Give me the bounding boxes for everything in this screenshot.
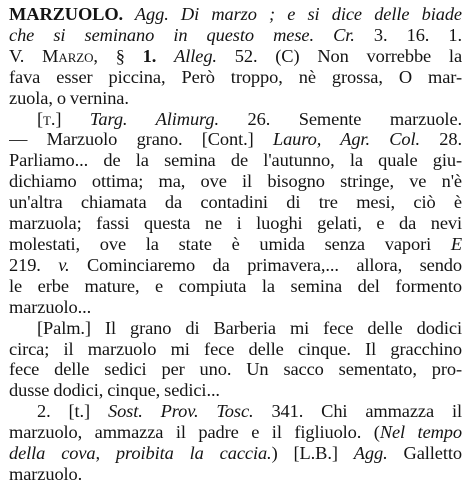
citation-source: Targ. Alimurg. [89,108,220,129]
text-run: Parliamo... de la semina de l'autunno, la quale giu- [9,150,462,171]
definition-text: Agg. Di marzo ; e si dice delle biade [123,4,462,24]
text-run: — Marzuolo grano. [Cont.] [9,129,273,150]
entry-line-21 [9,422,462,443]
text-run: ) [L.B.] [271,443,354,464]
headword: MARZUOLO. [9,4,124,24]
entry-line-18 [9,359,462,380]
cross-reference: Marzo [42,45,94,66]
text-run: un'altra chiamata da contadini di tre mesi, ciò è [9,192,462,213]
source-tag: [t.] [37,108,90,129]
citation-source: Alleg. [174,45,217,66]
text-run: V. [9,45,43,66]
entry-line-11 [9,213,462,234]
text-run: , § [93,45,143,66]
citation-source: Lauro, Agr. Col. [272,129,421,150]
entry-line-7 [9,129,462,150]
text-run: 52. (C) Non vorrebbe la [216,45,462,66]
citation-ref: 3. 16. 1. [354,24,462,45]
entry-line-15 [9,297,462,318]
text-run: [Palm.] Il grano di Barberia mi fece delle dodici [37,317,462,338]
entry-line-14 [9,276,462,297]
text-run: 2. [t.] [37,401,108,422]
entry-line-20 [9,401,462,422]
entry-line-6 [9,109,462,130]
entry-line-2 [9,25,462,46]
part-of-speech: Agg. [353,443,388,464]
entry-line-8 [9,150,462,171]
text-run: le erbe mature, e compiuta la semina del formento [9,275,462,296]
text-run: marzuolo... [9,296,92,317]
entry-line-5 [9,88,462,109]
entry-line-19 [9,380,462,401]
text-run: 341. Chi ammazza il [253,401,462,422]
text-run: Cominciaremo da primavera,... allora, sendo [69,254,462,275]
entry-line-22 [9,443,462,464]
text-run: zuola, o vernina. [9,87,129,108]
citation-source: Sost. Prov. Tosc. [107,401,254,422]
text-run: dichiamo ottima; ma, ove il bisogno stringe, ve n'è [9,171,462,192]
entry-line-10 [9,192,462,213]
entry-line-9 [9,171,462,192]
citation-source: E [450,233,462,254]
entry-line-23 [9,464,462,485]
citation-source: Cr. [313,24,355,45]
section-number: 1. [142,45,157,66]
text-run: fava esser piccina, Però troppo, nè grossa, O mar- [9,66,462,87]
text-run: 28. [420,129,462,150]
text-run: 26. Semente marzuole. [219,108,462,129]
text-run: molestati, ove la state è umida senza vapori [9,233,451,254]
text-run: 219. [9,254,59,275]
entry-line-13 [9,255,462,276]
text-run [156,46,174,66]
text-run: Galletto [387,443,462,464]
text-run: dusse dodici, cinque, sedici... [9,380,220,401]
definition-text: che si seminano in questo mese. [9,24,314,45]
text-run: circa; il marzuolo mi fece delle cinque. Il gracchino [9,338,462,359]
entry-line-3 [9,46,462,67]
text-run: fece delle sedici per uno. Un sacco sementato, pro- [9,359,462,380]
editorial-note: Nel tempo [379,422,462,443]
text-run: marzuola; fassi questa ne i luoghi gelati, e da nevi [9,213,462,234]
text-run: marzuolo. [9,463,83,484]
citation-ref: v. [58,254,70,275]
entry-line-17 [9,339,462,360]
text-run: marzuolo, ammazza il padre e il figliuolo. ( [9,422,380,443]
entry-line-4 [9,67,462,88]
entry-line-12 [9,234,462,255]
entry-line-16 [9,318,462,339]
editorial-note: della cova, proibita la caccia. [9,443,272,464]
entry-line-1 [9,4,462,25]
